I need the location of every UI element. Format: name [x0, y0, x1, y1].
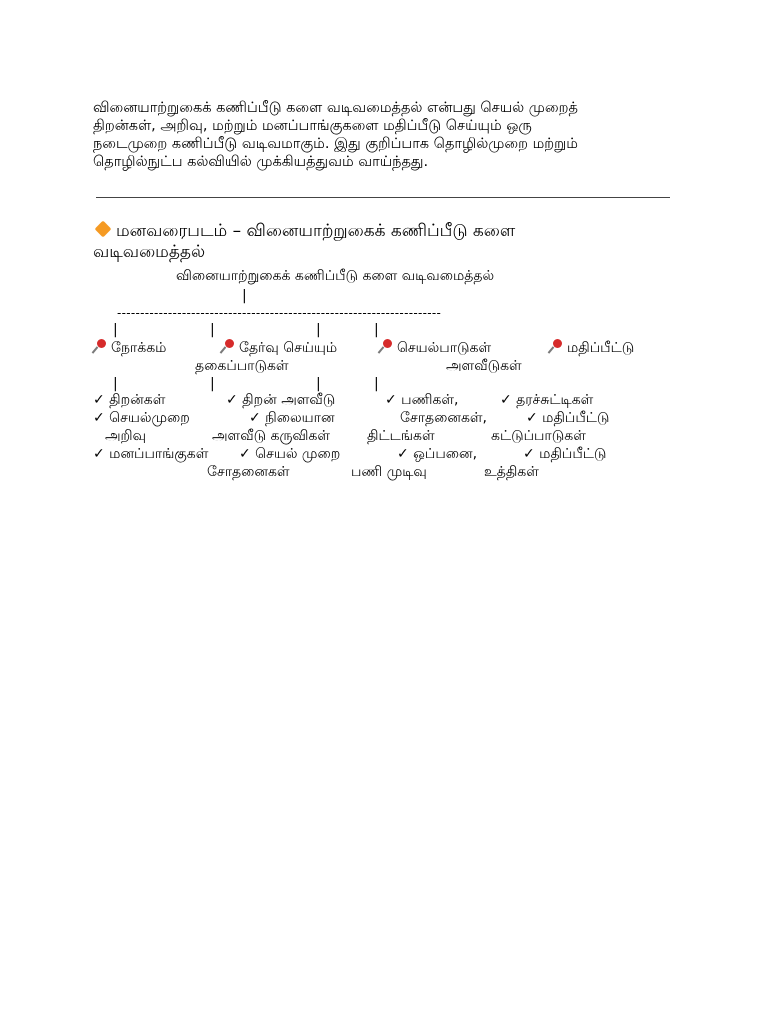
branch-dash-line: ----------------------------------------------------------------------: [117, 306, 442, 320]
list-item: சோதனைகள்,: [400, 410, 487, 426]
orange-diamond-icon: [95, 221, 112, 238]
intro-paragraph: [93, 99, 683, 171]
intro-line: தொழில்நுட்ப கல்வியில் முக்கியத்துவம் வாய்ந்தது.: [93, 154, 429, 170]
list-item: சோதனைகள்: [207, 464, 290, 480]
branch-pipe: |: [374, 322, 379, 338]
intro-line: நடைமுறை கணிப்பீடு வடிவமாகும். இது குறிப்பாக தொழில்முறை மற்றும்: [93, 136, 578, 152]
heading-line-1: மனவரைபடம் – வினையாற்றுகைக் கணிப்பீடு களை: [116, 221, 516, 241]
branch-title-activities: செயல்பாடுகள்: [378, 339, 491, 357]
root-connector: |: [242, 288, 247, 304]
list-item: கட்டுப்பாடுகள்: [491, 428, 586, 444]
branch-pipe: |: [374, 376, 379, 392]
branch-title-evaluation-line2: அளவீடுகள்: [446, 358, 522, 374]
branch-title-selection-line2: தகைப்பாடுகள்: [195, 358, 289, 374]
horizontal-divider: [96, 197, 670, 198]
branch-title-evaluation: மதிப்பீட்டு: [548, 339, 634, 357]
list-item: ✓ ஒப்பனை,: [397, 446, 478, 462]
branch-pipe: |: [210, 376, 215, 392]
heading-line-2: வடிவமைத்தல்: [93, 242, 206, 262]
list-item: ✓ மனப்பாங்குகள்: [93, 446, 209, 462]
branch-pipe: |: [210, 322, 215, 338]
pushpin-icon: [548, 339, 564, 353]
branch-pipe: |: [113, 376, 118, 392]
list-item: ✓ திறன் அளவீடு: [226, 392, 336, 408]
branch-pipe: |: [316, 322, 321, 338]
list-item: அளவீடு கருவிகள்: [212, 428, 330, 444]
branch-pipe: |: [113, 322, 118, 338]
list-item: ✓ செயல் முறை: [239, 446, 341, 462]
branch-title-aim: நோக்கம்: [92, 339, 166, 357]
branch-title-selection: தேர்வு செய்யும்: [220, 339, 337, 357]
pushpin-icon: [378, 339, 394, 353]
list-item: ✓ தரச்சுட்டிகள்: [500, 392, 594, 408]
list-item: உத்திகள்: [484, 464, 539, 480]
intro-line: திறன்கள், அறிவு, மற்றும் மனப்பாங்குகளை மதிப்பீடு செய்யும் ஒரு: [93, 118, 532, 134]
list-item: ✓ மதிப்பீட்டு: [523, 446, 607, 462]
list-item: ✓ செயல்முறை: [93, 410, 190, 426]
list-item: பணி முடிவு: [351, 464, 427, 480]
list-item: அறிவு: [105, 428, 147, 444]
mindmap-root: வினையாற்றுகைக் கணிப்பீடு களை வடிவமைத்தல்: [176, 268, 495, 284]
intro-line: வினையாற்றுகைக் கணிப்பீடு களை வடிவமைத்தல் என்பது செயல் முறைத்: [93, 100, 578, 116]
list-item: ✓ திறன்கள்: [93, 392, 166, 408]
list-item: ✓ பணிகள்,: [385, 392, 459, 408]
branch-pipe: |: [316, 376, 321, 392]
list-item: திட்டங்கள்: [367, 428, 435, 444]
section-heading: [93, 221, 683, 263]
list-item: ✓ மதிப்பீட்டு: [526, 410, 610, 426]
pushpin-icon: [220, 339, 236, 353]
list-item: ✓ நிலையான: [249, 410, 335, 426]
pushpin-icon: [92, 339, 108, 353]
